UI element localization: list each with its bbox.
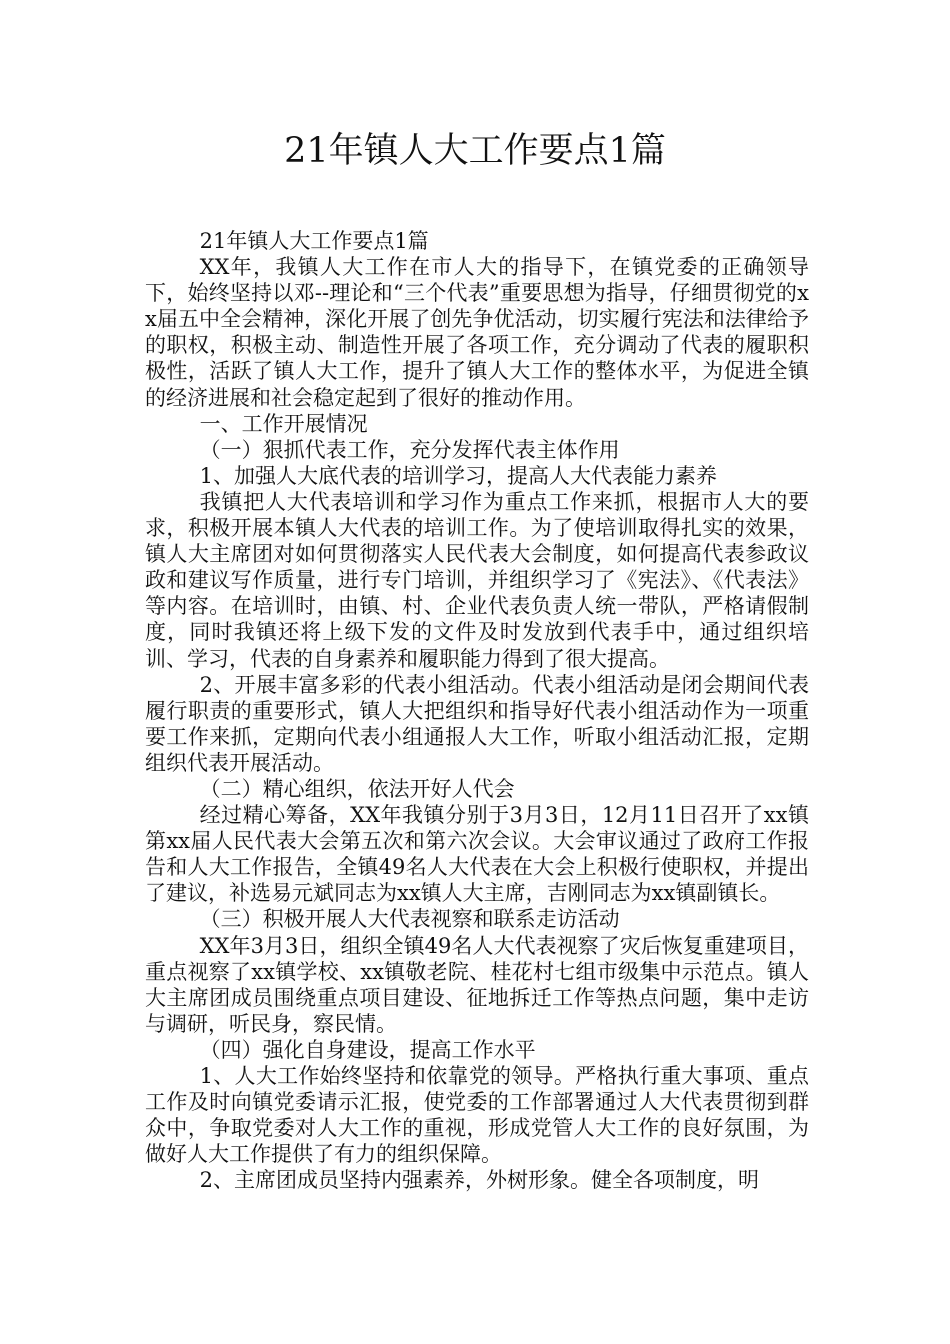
subsection-heading-1: （一）狠抓代表工作，充分发挥代表主体作用	[199, 437, 620, 462]
paragraph-inspection: XX年3月3日，组织全镇49名人大代表视察了灾后恢复重建项目，重点视察了xx镇学校、xx镇敬老院、桂花村七组市级集中示范点。镇人大主席团成员围绕重点项目建设、征地拆迁工作等热点问题，集中走访与调研，听民身，察民情。	[145, 933, 809, 1036]
paragraph-group-activities: 2、开展丰富多彩的代表小组活动。代表小组活动是闭会期间代表履行职责的重要形式，镇人大把组织和指导好代表小组活动作为一项重要工作来抓，定期向代表小组通报人大工作，听取小组活动汇报，定期组织代表开展活动。	[145, 672, 809, 775]
document-title: 21年镇人大工作要点1篇	[284, 131, 666, 171]
section-heading-1: 一、工作开展情况	[199, 411, 368, 436]
paragraph-subtitle: 21年镇人大工作要点1篇	[199, 229, 429, 253]
document-body	[145, 228, 809, 1193]
item-heading-1: 1、加强人大底代表的培训学习，提高人大代表能力素养	[199, 463, 717, 488]
subsection-heading-3: （三）积极开展人大代表视察和联系走访活动	[199, 907, 620, 932]
subsection-heading-2: （二）精心组织，依法开好人代会	[199, 776, 515, 801]
paragraph-training: 我镇把人大代表培训和学习作为重点工作来抓，根据市人大的要求，积极开展本镇人大代表的培训工作。为了使培训取得扎实的效果，镇人大主席团对如何贯彻落实人民代表大会制度，如何提高代表参政议政和建议写作质量，进行专门培训，并组织学习了《宪法》、《代表法》等内容。在培训时，由镇、村、企业代表负责人统一带队，严格请假制度，同时我镇还将上级下发的文件及时发放到代表手中，通过组织培训、学习，代表的自身素养和履职能力得到了很大提高。	[145, 489, 809, 671]
paragraph-intro: XX年，我镇人大工作在市人大的指导下，在镇党委的正确领导下，始终坚持以邓--理论和“三个代表”重要思想为指导，仔细贯彻党的xx届五中全会精神，深化开展了创先争优活动，切实履行宪法和法律给予的职权，积极主动、制造性开展了各项工作，充分调动了代表的履职积极性，活跃了镇人大工作，提升了镇人大工作的整体水平，为促进全镇的经济进展和社会稳定起到了很好的推动作用。	[145, 255, 809, 410]
paragraph-party-leadership: 1、人大工作始终坚持和依靠党的领导。严格执行重大事项、重点工作及时向镇党委请示汇报，使党委的工作部署通过人大代表贯彻到群众中，争取党委对人大工作的重视，形成党管人大工作的良好氛围，为做好人大工作提供了有力的组织保障。	[145, 1064, 809, 1167]
paragraph-presidium: 2、主席团成员坚持内强素养，外树形象。健全各项制度，明	[199, 1168, 759, 1193]
paragraph-congress: 经过精心筹备，XX年我镇分别于3月3日，12月11日召开了xx镇第xx届人民代表大会第五次和第六次会议。大会审议通过了政府工作报告和人大工作报告，全镇49名人大代表在大会上积极行使职权，并提出了建议，补选易元斌同志为xx镇人大主席，吉刚同志为xx镇副镇长。	[145, 803, 809, 906]
subsection-heading-4: （四）强化自身建设，提高工作水平	[199, 1037, 536, 1062]
